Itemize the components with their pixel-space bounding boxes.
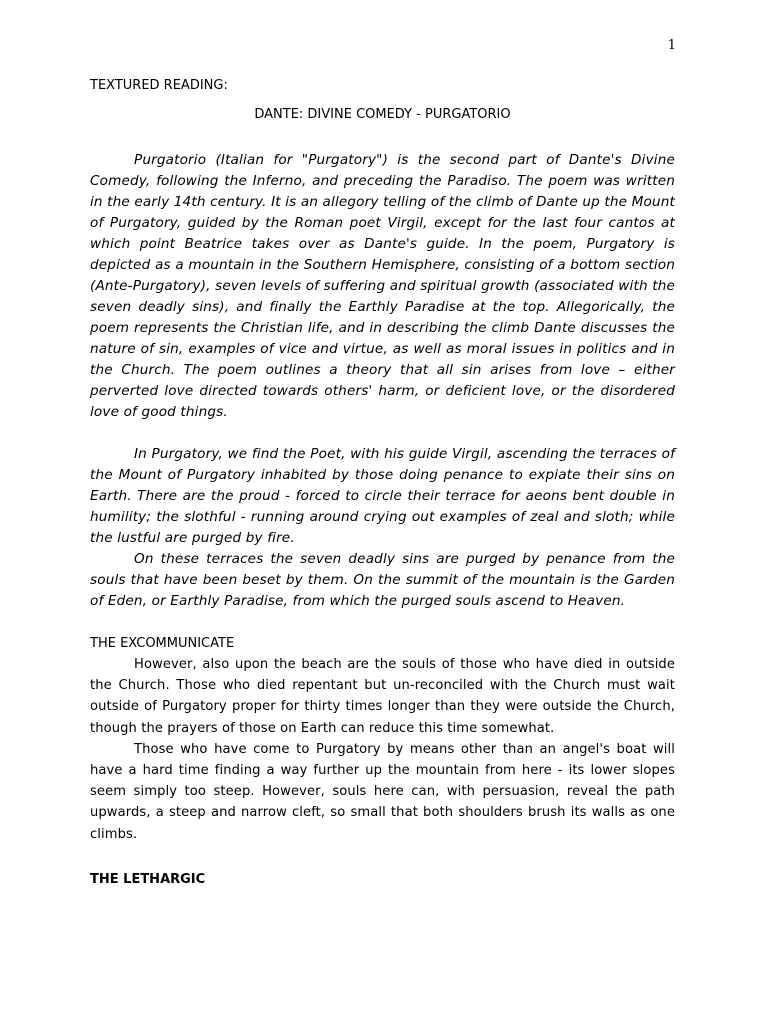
section-heading-excommunicate: THE EXCOMMUNICATE — [90, 636, 235, 651]
intro-paragraph: In Purgatory, we find the Poet, with his guide Virgil, ascending the terraces of the Mount of Purgatory inhabited by those doing penance to expiate their sins on Earth. There are the proud - forced to circle their terrace for aeons bent double in humility; the slothful - running around crying out examples of zeal and sloth; while the lustful are purged by fire. — [90, 446, 675, 546]
document-label: TEXTURED READING: — [90, 78, 228, 93]
section-paragraph: Those who have come to Purgatory by means other than an angel's boat will have a hard time finding a way further up the mountain from here - its lower slopes seem simply too steep. However, souls here can, with persuasion, reveal the path upwards, a steep and narrow cleft, so small that both shoulders brush its walls as one climbs. — [90, 741, 675, 842]
document-title: DANTE: DIVINE COMEDY - PURGATORIO — [254, 107, 511, 122]
intro-paragraph: On these terraces the seven deadly sins are purged by penance from the souls that have been beset by them. On the summit of the mountain is the Garden of Eden, or Earthly Paradise, from which the purged souls ascend to Heaven. — [90, 551, 675, 609]
document-body — [90, 75, 675, 890]
section-heading-lethargic: THE LETHARGIC — [90, 871, 206, 887]
page-number: 1 — [667, 38, 676, 53]
section-paragraph: However, also upon the beach are the souls of those who have died in outside the Church. Those who died repentant but un-reconciled with the Church must wait outside of Purgatory proper for thirty times longer than they were outside the Church, though the prayers of those on Earth can reduce this time somewhat. — [90, 657, 675, 736]
intro-paragraph: Purgatorio (Italian for "Purgatory") is the second part of Dante's Divine Comedy, following the Inferno, and preceding the Paradiso. The poem was written in the early 14th century. It is an allegory telling of the climb of Dante up the Mount of Purgatory, guided by the Roman poet Virgil, except for the last four cantos at which point Beatrice takes over as Dante's guide. In the poem, Purgatory is depicted as a mountain in the Southern Hemisphere, consisting of a bottom section (Ante-Purgatory), seven levels of suffering and spiritual growth (associated with the seven deadly sins), and finally the Earthly Paradise at the top. Allegorically, the poem represents the Christian life, and in describing the climb Dante discusses the nature of sin, examples of vice and virtue, as well as moral issues in politics and in the Church. The poem outlines a theory that all sin arises from love – either perverted love directed towards others' harm, or deficient love, or the disordered love of good things. — [90, 152, 675, 420]
